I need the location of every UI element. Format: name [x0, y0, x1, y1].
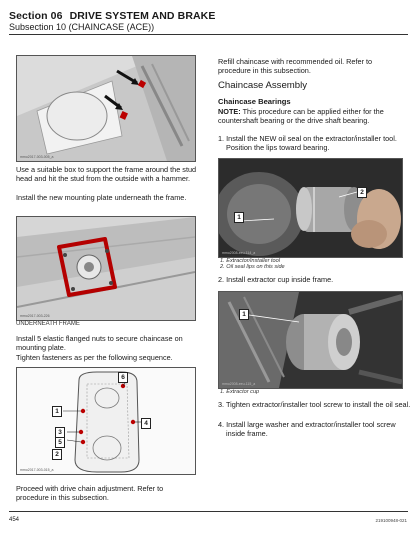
paragraph-drive-chain: Proceed with drive chain adjustment. Refer to procedure in this subsection. [16, 484, 164, 502]
section-title: DRIVE SYSTEM AND BRAKE [69, 10, 216, 22]
extractor-cup-photo [219, 292, 402, 388]
section-header [9, 10, 215, 22]
callout-4: 4 [141, 418, 151, 429]
callout-2: 2 [357, 187, 367, 198]
paragraph-elastic-nuts: Install 5 elastic flanged nuts to secure chaincase on mounting plate. [16, 334, 183, 352]
figure-code: mmo2017-003-226 [20, 314, 50, 318]
figure-code: mmo2017-003-015_a [20, 468, 54, 472]
header-divider [9, 34, 408, 35]
underneath-frame-illustration [17, 217, 195, 320]
figure-code: mmo2008-eeu-114_a [222, 251, 256, 255]
subsection-header [9, 22, 154, 32]
figure-caption: UNDERNEATH FRAME [16, 321, 80, 327]
callout-2: 2 [52, 449, 62, 460]
note-label: NOTE: [218, 107, 241, 116]
figure-caption-1: 1. Extractor/installer tool [220, 258, 281, 264]
step-3: 3. Tighten extractor/installer tool screw to install the oil seal. [218, 400, 411, 409]
figure-underneath-frame [16, 216, 196, 321]
subsection-number: Subsection 10 [9, 22, 67, 32]
step-4: 4. Install large washer and extractor/installer tool screw inside frame. [218, 420, 396, 438]
callout-1: 1 [52, 406, 62, 417]
figure-extractor-cup [218, 291, 403, 389]
step-2: 2. Install extractor cup inside frame. [218, 275, 334, 284]
subsection-title: (CHAINCASE (ACE)) [68, 22, 155, 32]
extractor-tool-photo [219, 159, 402, 257]
figure-caption-2: 2. Oil seal lips on this side [220, 264, 285, 270]
footer-divider [9, 511, 408, 512]
paragraph-tighten-sequence: Tighten fasteners as per the following sequence. [16, 353, 173, 362]
figure-extractor-tool [218, 158, 403, 258]
figure-caption-1: 1. Extractor cup [220, 389, 260, 395]
step-1: 1. Install the NEW oil seal on the extractor/installer tool. Position the lips toward bearing. [218, 134, 397, 152]
chaincase-outline-illustration [17, 368, 195, 474]
heading-chaincase-assembly: Chaincase Assembly [218, 80, 308, 91]
callout-1: 1 [234, 212, 244, 223]
paragraph-support-frame: Use a suitable box to support the frame around the stud head and hit the stud from the outside with a hammer. [16, 165, 197, 183]
heading-chaincase-bearings: Chaincase Bearings [218, 97, 291, 106]
callout-1: 1 [239, 309, 249, 320]
paragraph-refill-oil: Refill chaincase with recommended oil. Refer to procedure in this subsection. [218, 57, 373, 75]
figure-code: mmo2008-eeu-115_a [222, 382, 256, 386]
section-number: Section 06 [9, 10, 63, 22]
document-code: 219100948-021 [375, 518, 407, 523]
callout-6: 6 [118, 372, 128, 383]
note-text: This procedure can be applied either for the countershaft bearing or the drive shaft bearing. [218, 107, 384, 125]
paragraph-mounting-plate: Install the new mounting plate underneath the frame. [16, 193, 187, 202]
note-paragraph [218, 107, 404, 125]
callout-3: 3 [55, 427, 65, 438]
page-number: 454 [9, 517, 20, 523]
stud-removal-illustration [17, 56, 195, 161]
callout-5: 5 [55, 437, 65, 448]
figure-tightening-sequence [16, 367, 196, 475]
figure-stud-removal [16, 55, 196, 162]
figure-code: mmo2017-003-005_a [20, 155, 54, 159]
